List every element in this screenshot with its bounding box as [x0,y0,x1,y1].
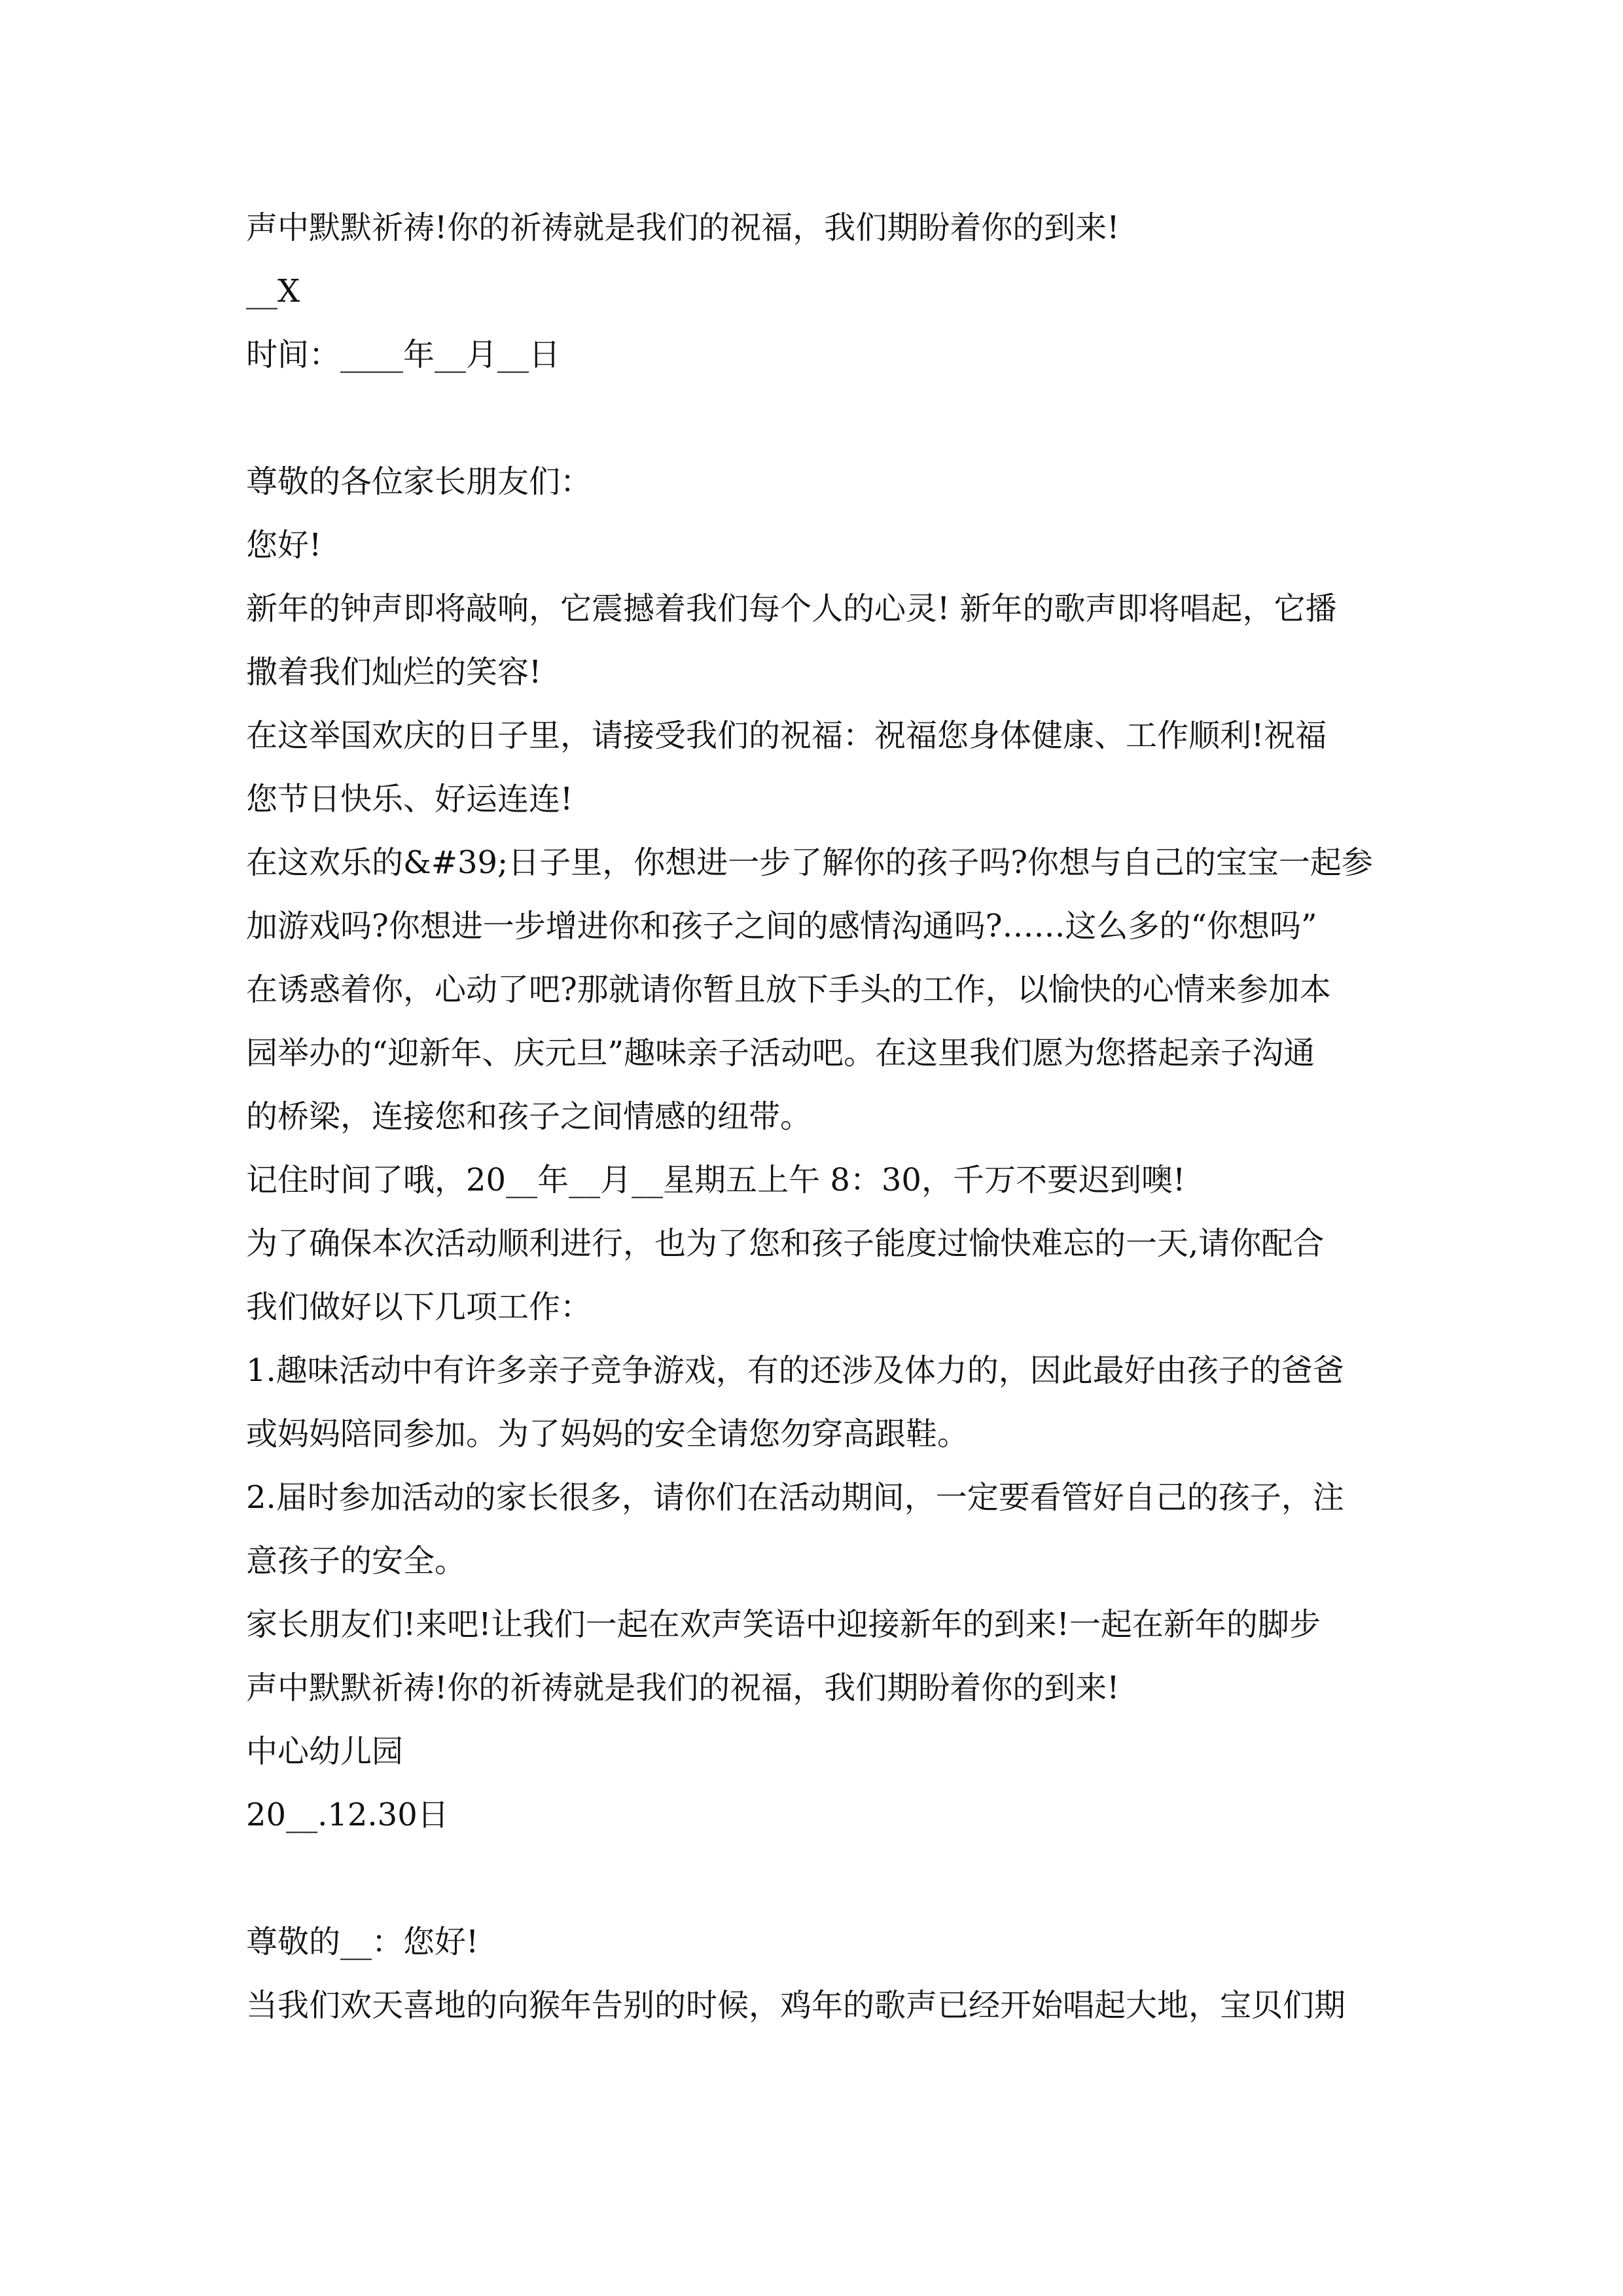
text-line: 或妈妈陪同参加。为了妈妈的安全请您勿穿高跟鞋。 [246,1416,969,1452]
greeting: 您好! [246,527,322,564]
list-item-2: 2.届时参加活动的家长很多，请你们在活动期间，一定要看管好自己的孩子，注 [246,1479,1344,1516]
text-line: 加游戏吗?你想进一步增进你和孩子之间的感情沟通吗?……这么多的“你想吗” [246,908,1317,944]
text-line: 撒着我们灿烂的笑容! [246,654,542,691]
text-line: 园举办的“迎新年、庆元旦”趣味亲子活动吧。在这里我们愿为您搭起亲子沟通 [246,1035,1315,1071]
date-line: 时间：____年__月__日 [246,336,561,373]
text-line: 在这欢乐的&#39;日子里，你想进一步了解你的孩子吗?你想与自己的宝宝一起参 [246,844,1373,881]
text-line: 的桥梁，连接您和孩子之间情感的纽带。 [246,1098,812,1135]
list-item-1: 1.趣味活动中有许多亲子竞争游戏，有的还涉及体力的，因此最好由孩子的爸爸 [246,1352,1344,1389]
text-line: 当我们欢天喜地的向猴年告别的时候，鸡年的歌声已经开始唱起大地，宝贝们期 [246,1987,1346,2024]
text-line: 为了确保本次活动顺利进行，也为了您和孩子能度过愉快难忘的一天,请你配合 [246,1225,1325,1262]
section-invitation-letter [246,450,1385,1847]
text-line: 新年的钟声即将敲响，它震撼着我们每个人的心灵! 新年的歌声即将唱起，它播 [246,590,1337,627]
signature-organization: 中心幼儿园 [246,1733,404,1770]
text-line: 意孩子的安全。 [246,1543,467,1579]
section-gap [246,1847,1385,1910]
salutation: 尊敬的各位家长朋友们： [246,463,592,500]
text-line: 声中默默祈祷!你的祈祷就是我们的祝福，我们期盼着你的到来! [246,1670,1120,1706]
event-time-line: 记住时间了哦，20__年__月__星期五上午 8：30，千万不要迟到噢! [246,1162,1186,1198]
text-line: 声中默默祈祷!你的祈祷就是我们的祝福，我们期盼着你的到来! [246,209,1120,246]
signature-line: __X [246,273,300,310]
text-line: 在这举国欢庆的日子里，请接受我们的祝福：祝福您身体健康、工作顺利!祝福 [246,717,1327,754]
text-line: 家长朋友们!来吧!让我们一起在欢声笑语中迎接新年的到来!一起在新年的脚步 [246,1606,1321,1643]
text-line: 您节日快乐、好运连连! [246,781,573,817]
text-line: 在诱惑着你，心动了吧?那就请你暂且放下手头的工作，以愉快的心情来参加本 [246,971,1331,1008]
letter-body [246,196,1385,2037]
salutation: 尊敬的__：您好! [246,1924,479,1960]
section-closing-previous [246,196,1385,387]
section-next-letter [246,1910,1385,2037]
signature-date: 20__.12.30日 [246,1797,449,1833]
text-line: 我们做好以下几项工作： [246,1289,592,1325]
section-gap [246,387,1385,450]
